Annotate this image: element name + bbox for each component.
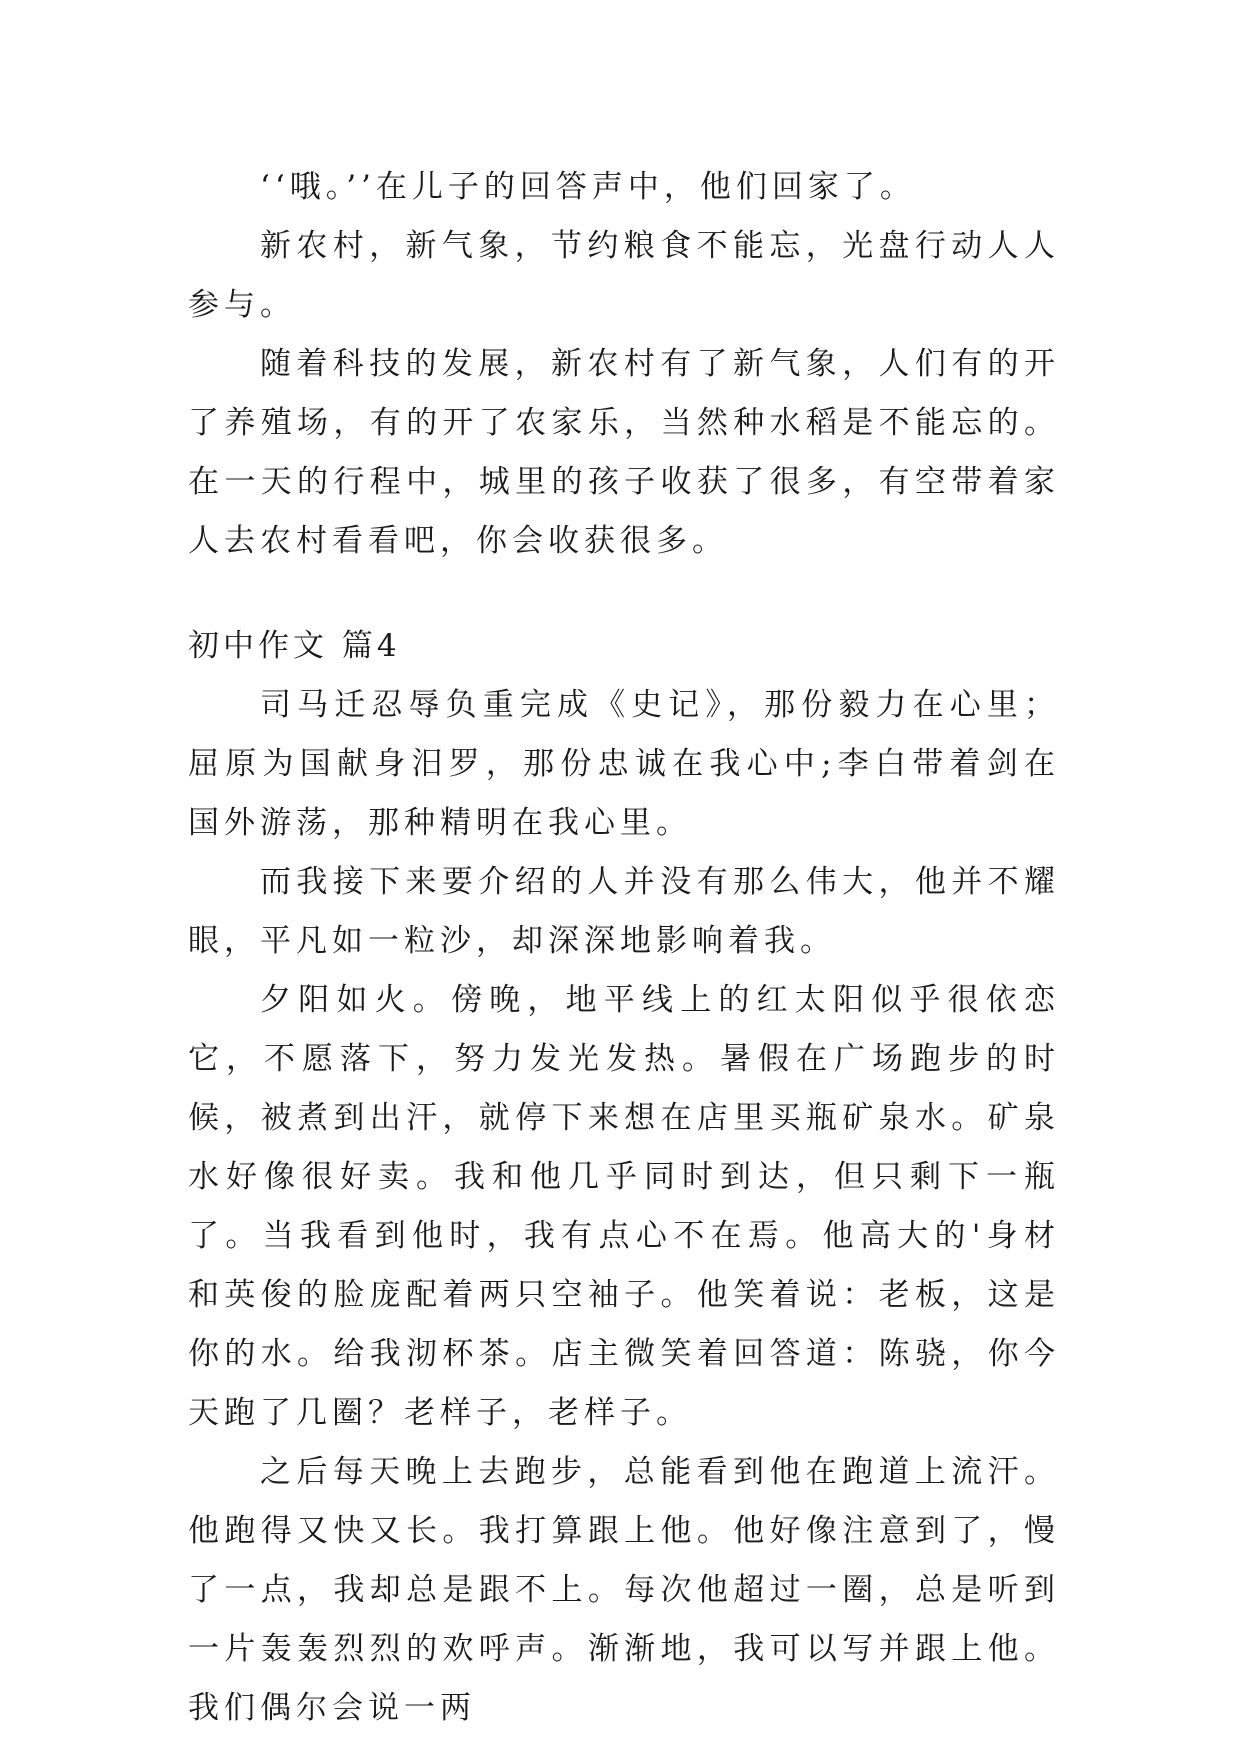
paragraph: 之后每天晚上去跑步，总能看到他在跑道上流汗。他跑得又快又长。我打算跟上他。他好像注意到了，慢了一点，我却总是跟不上。每次他超过一圈，总是听到一片轰轰烈烈的欢呼声。渐渐地，我可以写并跟上他。我们偶尔会说一两 <box>188 1454 1060 1726</box>
paragraph: 随着科技的发展，新农村有了新气象，人们有的开了养殖场，有的开了农家乐，当然种水稻是不能忘的。在一天的行程中，城里的孩子收获了很多，有空带着家人去农村看看吧，你会收获很多。 <box>188 346 1060 559</box>
paragraph: 司马迁忍辱负重完成《史记》，那份毅力在心里；屈原为国献身汨罗，那份忠诚在我心中;李白带着剑在国外游荡，那种精明在我心里。 <box>188 687 1060 841</box>
paragraph: 而我接下来要介绍的人并没有那么伟大，他并不耀眼，平凡如一粒沙，却深深地影响着我。 <box>188 864 1060 959</box>
paragraph: ‘‘哦。’’在儿子的回答声中，他们回家了。 <box>260 169 916 205</box>
paragraph: 新农村，新气象，节约粮食不能忘，光盘行动人人参与。 <box>188 228 1060 323</box>
section-heading: 初中作文 篇4 <box>188 628 401 664</box>
document-page <box>188 158 1060 1738</box>
paragraph: 夕阳如火。傍晚，地平线上的红太阳似乎很依恋它，不愿落下，努力发光发热。暑假在广场跑步的时候，被煮到出汗，就停下来想在店里买瓶矿泉水。矿泉水好像很好卖。我和他几乎同时到达，但只剩下一瓶了。当我看到他时，我有点心不在焉。他高大的'身材和英俊的脸庞配着两只空袖子。他笑着说：老板，这是你的水。给我沏杯茶。店主微笑着回答道：陈骁，你今天跑了几圈？老样子，老样子。 <box>188 982 1060 1431</box>
